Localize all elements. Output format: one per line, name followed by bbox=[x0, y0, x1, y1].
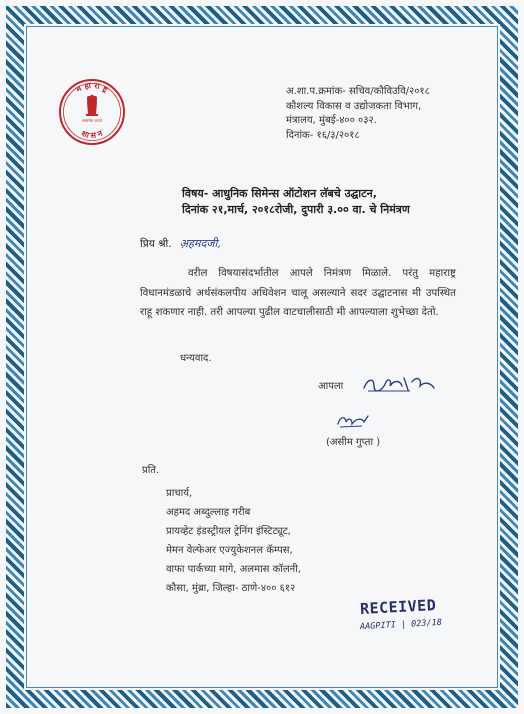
signature-icon bbox=[360, 372, 440, 398]
subject-block bbox=[182, 186, 410, 218]
signatory-name: (असीम गुप्ता ) bbox=[326, 437, 381, 448]
seal-text-bottom: शा स न bbox=[80, 128, 104, 141]
seal-text-top: म हा रा ष्ट्र bbox=[74, 80, 110, 95]
letter-paragraph bbox=[140, 264, 456, 323]
recipient-line: प्राचार्य, bbox=[166, 488, 193, 499]
subject-line-2: दिनांक २१,मार्च, २०१८रोजी, दुपारी ३.०० वा. चे निमंत्रण bbox=[182, 203, 410, 216]
office-address: मंत्रालय, मुंबई-४०० ०३२. bbox=[286, 115, 377, 126]
svg-text:शा स न bbox=[80, 129, 104, 141]
government-seal-icon bbox=[56, 76, 128, 148]
recipient-line: प्रायव्हेट इंडस्ट्रीयल ट्रेनिंग इंस्टिट्यूट, bbox=[166, 526, 291, 537]
received-stamp: RECEIVED bbox=[359, 596, 437, 618]
recipient-line: वाफा पार्कच्या मागे, अलमास कॉलनी, bbox=[166, 564, 301, 575]
recipient-line: मेमन वेल्फेअर एज्युकेशनल कॅम्पस, bbox=[166, 545, 293, 556]
prati-label: प्रति. bbox=[142, 465, 160, 476]
initials-icon bbox=[334, 410, 374, 432]
handwritten-name: अ़हमदजी, bbox=[179, 237, 221, 250]
salutation bbox=[140, 236, 221, 251]
sender-address bbox=[286, 85, 430, 143]
seal-motto: सत्यमेव जयते bbox=[82, 118, 102, 123]
thanks-text: धन्यवाद. bbox=[180, 353, 212, 364]
department-name: कौशल्य विकास व उद्योजकता विभाग, bbox=[286, 100, 422, 112]
paragraph-text: वरील विषयासंदर्भातील आपले निमंत्रण मिळाले. परंतु महाराष्ट्र विधानमंडळाचे अर्थसंकलपीय अधिवेशन चालू असल्याने सदर उद्घाटनास मी उपस्थित राहू शकणार नाही. तरी आपल्या पुढील वाटचालीसाठी मी आपल्याला शुभेच्छा देतो. bbox=[140, 268, 456, 318]
salutation-prefix: प्रिय श्री. bbox=[140, 238, 172, 250]
letter-date: दिनांक- १६/३/२०१८ bbox=[286, 129, 360, 141]
recipient-address bbox=[166, 484, 301, 598]
recipient-line: अहमद अब्दुल्लाह गरीब bbox=[166, 507, 251, 518]
emblem-icon bbox=[86, 95, 98, 116]
reference-number: अ.शा.प.क्रमांक- सचिव/कौविउवि/२०१८ bbox=[286, 86, 430, 97]
subject-line-1: विषय- आधुनिक सिमेन्स ऑटोशन लॅबचे उद्घाटन, bbox=[182, 187, 377, 200]
received-stamp-note: AAGPITI | 023/18 bbox=[359, 617, 443, 633]
closing-label: आपला bbox=[318, 381, 344, 392]
recipient-line: कौसा, मुंब्रा, जिल्हा- ठाणे-४०० ६१२ bbox=[166, 583, 296, 594]
